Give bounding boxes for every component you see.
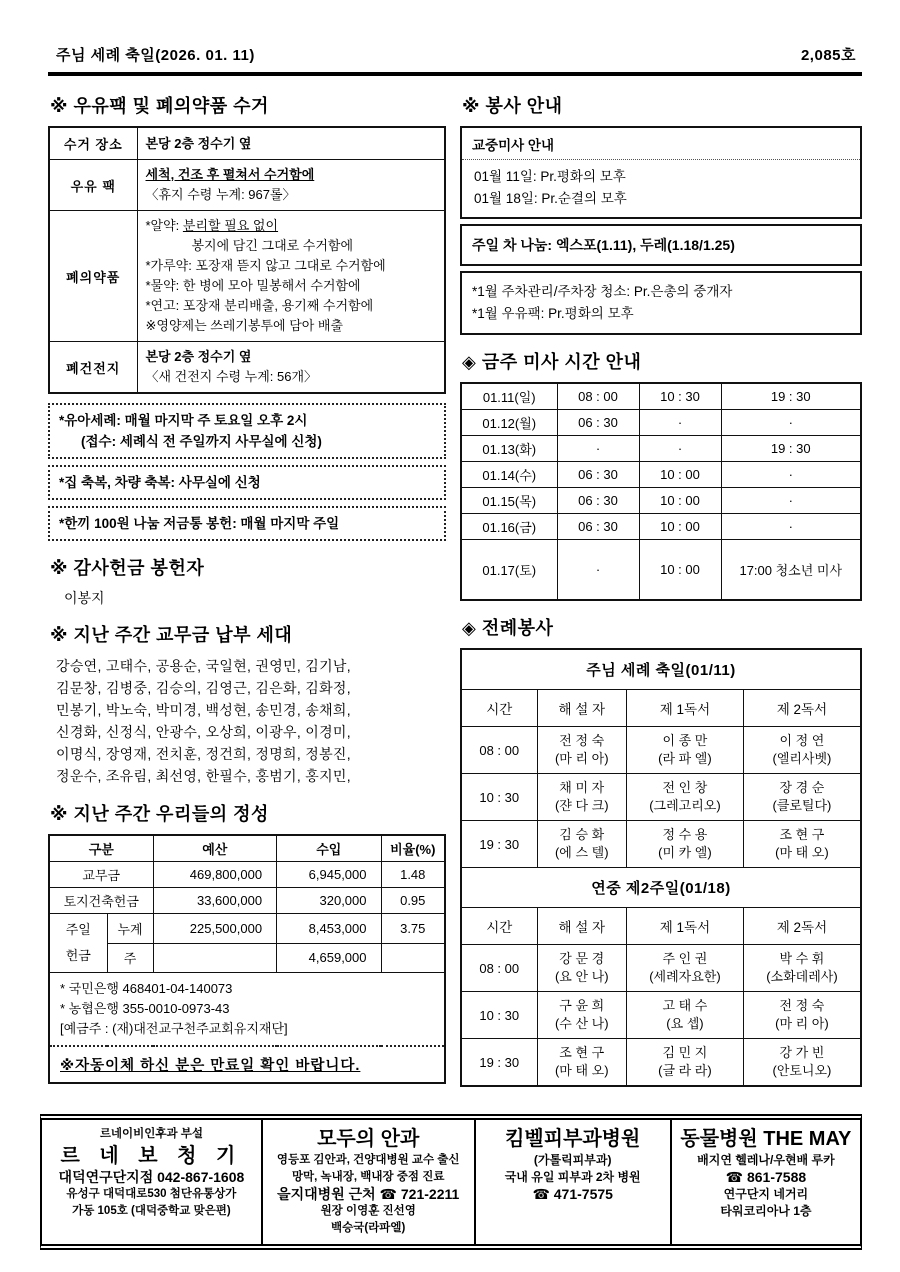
content-columns	[48, 86, 862, 1087]
liturgy-reading1	[627, 1039, 744, 1087]
mass-date: 01.17(토)	[461, 540, 557, 601]
liturgy-reading2	[743, 727, 861, 774]
person-name: 정 수 용	[662, 827, 708, 842]
liturgy-reading1	[627, 774, 744, 821]
liturgy-commentator	[537, 945, 627, 992]
notice-baptism	[48, 403, 446, 459]
bank-account-line: * 국민은행 468401-04-140073	[60, 981, 233, 996]
section-title-dues: ※ 지난 주간 교무금 납부 세대	[50, 625, 293, 645]
offering-sunday-label	[49, 914, 107, 973]
table-row	[461, 945, 861, 992]
liturgy-reading2	[743, 945, 861, 992]
ad-eye-clinic	[263, 1120, 476, 1244]
collection-battery-value	[137, 342, 445, 394]
table-row	[49, 127, 445, 160]
service-mass-guide-box	[460, 126, 862, 219]
offering-income: 8,453,000	[277, 914, 381, 944]
ad-address-line: 가동 105호 (대덕중학교 맞은편)	[72, 1205, 231, 1217]
mass-time: 06 : 30	[557, 514, 639, 540]
liturgy-header-reading1: 제 1독서	[627, 908, 744, 945]
liturgy-commentator	[537, 1039, 627, 1087]
table-row	[49, 1046, 445, 1083]
table-row	[461, 868, 861, 908]
collection-milk-label: 우유 팩	[49, 160, 137, 211]
mass-date: 01.12(월)	[461, 410, 557, 436]
offering-budget: 225,500,000	[153, 914, 277, 944]
person-name: 강 문 경	[559, 951, 605, 966]
table-row	[461, 649, 861, 690]
battery-cumulative: 〈새 건전지 수령 누계: 56개〉	[145, 369, 318, 384]
ad-hearing-aid	[42, 1120, 263, 1244]
mass-guide-title: 교중미사 안내	[462, 128, 860, 160]
liturgy-reading2	[743, 774, 861, 821]
baptismal-name: (에 스 텔)	[554, 845, 609, 860]
med-line-prefix: *알약:	[145, 218, 183, 233]
baptismal-name: (요 안 나)	[554, 969, 609, 984]
section-title-service: ※ 봉사 안내	[462, 96, 563, 116]
section-title-liturgy: ◈ 전례봉사	[462, 618, 554, 638]
person-name: 채 미 자	[559, 780, 605, 795]
person-name: 김 승 화	[559, 827, 605, 842]
offering-budget-empty	[153, 943, 277, 973]
mass-time: 06 : 30	[557, 462, 639, 488]
table-row	[49, 160, 445, 211]
person-name: 이 정 연	[779, 733, 825, 748]
mass-date: 01.16(금)	[461, 514, 557, 540]
med-line-underlined: 분리할 필요 없이	[182, 218, 279, 233]
ad-name: 킴벨피부과병원	[505, 1128, 641, 1150]
offering-income: 4,659,000	[277, 943, 381, 973]
mass-time: ·	[721, 462, 861, 488]
liturgy-time: 08 : 00	[461, 727, 537, 774]
baptismal-name: (요 셉)	[666, 1016, 704, 1031]
liturgy-header-time: 시간	[461, 908, 537, 945]
liturgy-time: 19 : 30	[461, 1039, 537, 1087]
person-name: 이 종 만	[662, 733, 708, 748]
table-row	[49, 973, 445, 1047]
notice-line: *유아세례: 매월 마지막 주 토요일 오후 2시	[59, 413, 308, 428]
table-row	[461, 383, 861, 410]
person-name: 구 윤 희	[559, 998, 605, 1013]
offering-budget: 33,600,000	[153, 888, 277, 914]
offering-sub-label: 누계	[107, 914, 153, 944]
offering-header-category: 구분	[49, 835, 153, 862]
ad-detail-line: (가톨릭피부과)	[533, 1153, 612, 1167]
mass-date: 01.13(화)	[461, 436, 557, 462]
mass-time: 06 : 30	[557, 410, 639, 436]
person-name: 주 인 권	[662, 951, 708, 966]
mass-time: ·	[721, 514, 861, 540]
ad-address-line: 유성구 대덕대로530 첨단유통상가	[66, 1188, 237, 1200]
person-name: 전 인 창	[662, 780, 708, 795]
collection-battery-label: 폐건전지	[49, 342, 137, 394]
table-header-row	[49, 835, 445, 862]
mass-time: ·	[557, 540, 639, 601]
offering-ratio-empty	[381, 943, 445, 973]
dues-name-line: 민봉기, 박노숙, 박미경, 백성현, 송민경, 송채희,	[56, 702, 351, 718]
liturgy-section1-title: 주님 세례 축일(01/11)	[461, 649, 861, 690]
baptismal-name: (쟌 다 크)	[554, 798, 609, 813]
baptismal-name: (글 라 라)	[658, 1063, 712, 1078]
mass-guide-line: 01월 11일: Pr.평화의 모후	[474, 169, 626, 184]
mass-time: 10 : 00	[639, 488, 721, 514]
ad-name: 르 네 보 청 기	[60, 1145, 243, 1167]
liturgy-commentator	[537, 992, 627, 1039]
table-row	[49, 211, 445, 342]
dues-name-line: 이명식, 장영재, 전치훈, 정건희, 정명희, 정봉진,	[56, 746, 351, 762]
mass-date: 01.15(목)	[461, 488, 557, 514]
collection-med-label: 폐의약품	[49, 211, 137, 342]
offering-header-budget: 예산	[153, 835, 277, 862]
mass-time: 10 : 30	[639, 383, 721, 410]
footer-ads	[40, 1114, 862, 1250]
ad-detail-line: 국내 유일 피부과 2차 병원	[504, 1170, 641, 1184]
baptismal-name: (클로틸다)	[772, 798, 832, 813]
med-line: ※영양제는 쓰레기봉투에 담아 배출	[145, 318, 344, 333]
offering-budget: 469,800,000	[153, 862, 277, 888]
mass-time: 10 : 00	[639, 540, 721, 601]
med-line	[146, 216, 437, 236]
table-row	[49, 888, 445, 914]
liturgy-header-commentator: 해 설 자	[537, 690, 627, 727]
person-name: 조 현 구	[779, 827, 825, 842]
liturgy-reading2	[743, 992, 861, 1039]
mass-time: 10 : 00	[639, 462, 721, 488]
offering-sunday-top: 주일	[65, 922, 91, 937]
right-column	[460, 86, 862, 1087]
ad-phone-line: 대덕연구단지점 042-867-1608	[58, 1169, 245, 1185]
baptismal-name: (마 리 아)	[775, 1016, 829, 1031]
liturgy-table	[460, 648, 862, 1087]
mass-times-table	[460, 382, 862, 601]
liturgy-time: 19 : 30	[461, 821, 537, 868]
autopay-notice-text: ※자동이체 하신 분은 만료일 확인 바랍니다.	[60, 1058, 361, 1074]
section-title-collection: ※ 우유팩 및 폐의약품 수거	[50, 96, 269, 116]
header-divider	[48, 72, 862, 76]
dues-name-line: 정운수, 조유림, 최선영, 한필수, 홍범기, 홍지민,	[56, 768, 351, 784]
left-column	[48, 86, 446, 1087]
liturgy-section2-title: 연중 제2주일(01/18)	[461, 868, 861, 908]
baptismal-name: (마 태 오)	[554, 1063, 609, 1078]
baptismal-name: (소화데레사)	[766, 969, 838, 984]
liturgy-commentator	[537, 774, 627, 821]
dues-name-line: 김문창, 김병중, 김승의, 김영근, 김은화, 김화정,	[56, 680, 351, 696]
liturgy-time: 10 : 30	[461, 992, 537, 1039]
offering-ratio: 1.48	[381, 862, 445, 888]
offering-sub-label: 주	[107, 943, 153, 973]
baptismal-name: (세례자요한)	[649, 969, 721, 984]
ad-phone-line: ☎ 471-7575	[532, 1186, 613, 1202]
liturgy-commentator	[537, 821, 627, 868]
bulletin-title: 주님 세례 축일(2026. 01. 11)	[56, 47, 255, 64]
liturgy-reading1	[627, 821, 744, 868]
thanks-donor-name: 이봉지	[64, 590, 105, 606]
liturgy-reading1	[627, 727, 744, 774]
notice-piggybank: *한끼 100원 나눔 저금통 봉헌: 매월 마지막 주일	[48, 506, 446, 541]
baptismal-name: (수 산 나)	[554, 1016, 609, 1031]
person-name: 전 정 숙	[779, 998, 825, 1013]
table-row	[461, 727, 861, 774]
table-header-row	[461, 690, 861, 727]
ad-detail-line: 영등포 김안과, 건양대병원 교수 출신	[276, 1154, 460, 1166]
baptismal-name: (엘리사벳)	[772, 751, 832, 766]
ad-detail-line: 백승국(라파엘)	[331, 1222, 406, 1234]
offering-ratio: 3.75	[381, 914, 445, 944]
collection-milk-value	[137, 160, 445, 211]
duty-line: *1월 주차관리/주차장 청소: Pr.은총의 중개자	[472, 284, 733, 299]
liturgy-reading2	[743, 1039, 861, 1087]
baptismal-name: (라 파 엘)	[658, 751, 712, 766]
liturgy-header-time: 시간	[461, 690, 537, 727]
person-name: 강 가 빈	[779, 1045, 825, 1060]
section-title-thanks: ※ 감사헌금 봉헌자	[50, 558, 205, 578]
mass-time: ·	[721, 488, 861, 514]
collection-place-value: 본당 2층 정수기 옆	[137, 127, 445, 160]
offering-income: 320,000	[277, 888, 381, 914]
mass-time: 19 : 30	[721, 383, 861, 410]
notice-blessing: *집 축복, 차량 축복: 사무실에 신청	[48, 465, 446, 500]
mass-time: 19 : 30	[721, 436, 861, 462]
collection-med-value	[137, 211, 445, 342]
collection-place-label: 수거 장소	[49, 127, 137, 160]
issue-number: 2,085호	[800, 47, 856, 64]
person-name: 고 태 수	[662, 998, 708, 1013]
milk-instruction: 세척, 건조 후 펼쳐서 수거함에	[145, 167, 315, 182]
baptismal-name: (미 카 엘)	[658, 845, 712, 860]
table-row	[461, 462, 861, 488]
ad-name: 모두의 안과	[317, 1128, 420, 1150]
table-row	[461, 410, 861, 436]
milk-cumulative: 〈휴지 수령 누계: 967롤〉	[145, 187, 296, 202]
liturgy-header-reading2: 제 2독서	[743, 690, 861, 727]
ad-animal-hospital	[672, 1120, 860, 1244]
person-name: 장 경 순	[779, 780, 825, 795]
liturgy-time: 08 : 00	[461, 945, 537, 992]
mass-time: 10 : 00	[639, 514, 721, 540]
table-row	[49, 943, 445, 973]
section-title-mass-times: ◈ 금주 미사 시간 안내	[462, 352, 642, 372]
liturgy-header-reading2: 제 2독서	[743, 908, 861, 945]
baptismal-name: (마 태 오)	[775, 845, 829, 860]
section-title-offering: ※ 지난 주간 우리들의 정성	[50, 804, 269, 824]
mass-time: 06 : 30	[557, 488, 639, 514]
table-row	[461, 436, 861, 462]
ad-phone-line: ☎ 861-7588	[725, 1169, 807, 1185]
baptismal-name: (마 리 아)	[554, 751, 609, 766]
liturgy-reading1	[627, 945, 744, 992]
ad-dermatology	[476, 1120, 672, 1244]
ad-detail-line: 망막, 녹내장, 백내장 중점 진료	[291, 1171, 445, 1183]
ad-detail-line: 원장 이영훈 진선영	[320, 1205, 416, 1217]
person-name: 김 민 지	[662, 1045, 708, 1060]
offering-header-income: 수입	[277, 835, 381, 862]
table-row	[461, 992, 861, 1039]
baptismal-name: (안토니오)	[772, 1063, 832, 1078]
ad-name: 동물병원 THE MAY	[680, 1128, 852, 1150]
med-line: *가루약: 포장재 뜯지 않고 그대로 수거함에	[145, 258, 386, 273]
mass-time: ·	[639, 436, 721, 462]
bank-account-line: * 농협은행 355-0010-0973-43	[60, 1001, 230, 1016]
mass-time: ·	[639, 410, 721, 436]
battery-place: 본당 2층 정수기 옆	[145, 349, 252, 364]
mass-time: ·	[721, 410, 861, 436]
dues-name-line: 강승연, 고태수, 공용순, 국일현, 권영민, 김기남,	[56, 658, 351, 674]
duty-line: *1월 우유팩: Pr.평화의 모후	[472, 306, 634, 321]
tea-sharing-box: 주일 차 나눔: 엑스포(1.11), 두레(1.18/1.25)	[460, 224, 862, 266]
ad-phone-line: 을지대병원 근처 ☎ 721-2211	[277, 1186, 460, 1202]
notice-line: (접수: 세례식 전 주일까지 사무실에 신청)	[81, 434, 322, 449]
table-row	[461, 514, 861, 540]
dues-name-list	[48, 655, 446, 787]
notice-boxes	[48, 403, 446, 541]
mass-time: ·	[557, 436, 639, 462]
mass-date: 01.11(일)	[461, 383, 557, 410]
offering-header-ratio: 비율(%)	[381, 835, 445, 862]
monthly-duty-box	[460, 271, 862, 335]
liturgy-header-commentator: 해 설 자	[537, 908, 627, 945]
mass-time: 17:00 청소년 미사	[721, 540, 861, 601]
collection-table	[48, 126, 446, 394]
liturgy-reading2	[743, 821, 861, 868]
table-row	[461, 1039, 861, 1087]
offering-income: 6,945,000	[277, 862, 381, 888]
liturgy-time: 10 : 30	[461, 774, 537, 821]
person-name: 박 수 휘	[779, 951, 825, 966]
table-row	[49, 914, 445, 944]
mass-guide-line: 01월 18일: Pr.순결의 모후	[474, 191, 627, 206]
table-row	[461, 821, 861, 868]
mass-time: 08 : 00	[557, 383, 639, 410]
med-line: *연고: 포장재 분리배출, 용기째 수거함에	[145, 298, 374, 313]
dues-name-line: 신경화, 신정식, 안광수, 오상희, 이광우, 이경미,	[56, 724, 351, 740]
mass-date: 01.14(수)	[461, 462, 557, 488]
person-name: 전 정 숙	[559, 733, 605, 748]
offering-row-label: 교무금	[49, 862, 153, 888]
autopay-notice	[49, 1046, 445, 1083]
page-header	[48, 44, 862, 72]
offering-ratio: 0.95	[381, 888, 445, 914]
ad-subtitle: 르네이비인후과 부설	[99, 1128, 204, 1140]
mass-guide-body	[462, 160, 860, 217]
baptismal-name: (그레고리오)	[649, 798, 721, 813]
person-name: 조 현 구	[559, 1045, 605, 1060]
offering-table	[48, 834, 446, 1084]
ad-detail-line: 연구단지 네거리	[723, 1187, 809, 1201]
liturgy-reading1	[627, 992, 744, 1039]
table-header-row	[461, 908, 861, 945]
offering-row-label: 토지건축헌금	[49, 888, 153, 914]
table-row	[461, 540, 861, 601]
med-line: *물약: 한 병에 모아 밀봉해서 수거함에	[145, 278, 361, 293]
liturgy-header-reading1: 제 1독서	[627, 690, 744, 727]
bank-account-info	[49, 973, 445, 1047]
med-line: 봉지에 담긴 그대로 수거함에	[191, 238, 354, 253]
bank-holder-line: [예금주 : (재)대전교구천주교회유지재단]	[60, 1021, 288, 1036]
table-row	[49, 342, 445, 394]
table-row	[461, 488, 861, 514]
table-row	[461, 774, 861, 821]
offering-sunday-bottom: 헌금	[65, 948, 91, 963]
ad-detail-line: 배지연 헬레나/우현배 루카	[697, 1153, 835, 1167]
table-row	[49, 862, 445, 888]
liturgy-commentator	[537, 727, 627, 774]
ad-detail-line: 타워코리아나 1층	[720, 1204, 812, 1218]
